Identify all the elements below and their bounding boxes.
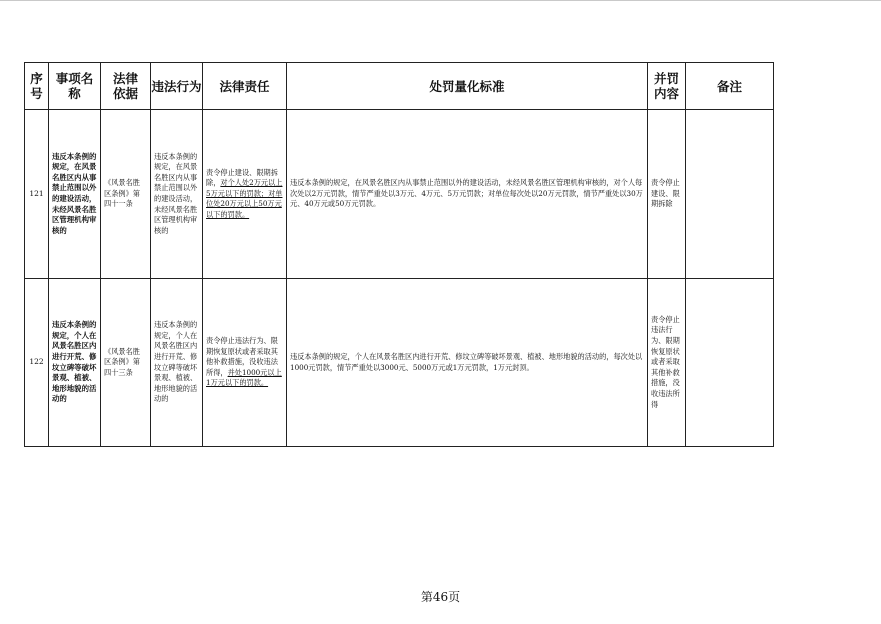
header-basis: 法律依据	[101, 63, 151, 110]
page-number: 第46页	[420, 590, 461, 604]
row-liability	[203, 279, 287, 447]
row-remark	[686, 279, 774, 447]
row-legal-basis: 《风景名胜区条例》第四十一条	[101, 110, 151, 279]
header-remark: 备注	[686, 63, 774, 110]
row-item-name: 违反本条例的规定，在风景名胜区内从事禁止范围以外的建设活动，未经风景名胜区管理机构审核的	[49, 110, 101, 279]
row-remark	[686, 110, 774, 279]
row-legal-basis: 《风景名胜区条例》第四十三条	[101, 279, 151, 447]
liability-text: 责令停止违法行为、限期恢复原状或者采取其他补救措施，没收违法所得，	[206, 336, 278, 377]
top-divider	[0, 0, 881, 1]
header-liability: 法律责任	[203, 63, 287, 110]
liability-text: 责令停止建设、限期拆除，	[206, 167, 278, 188]
liability-fine-text: 对个人处2万元以上5万元以下的罚款；对单位处20万元以上50万元以下的罚款。	[206, 178, 283, 219]
table-row	[25, 279, 774, 447]
header-no: 序号	[25, 63, 49, 110]
header-act: 违法行为	[151, 63, 203, 110]
row-no: 122	[25, 279, 49, 447]
table-header-row	[25, 63, 774, 110]
row-liability	[203, 110, 287, 279]
header-standard: 处罚量化标准	[287, 63, 648, 110]
header-name: 事项名称	[49, 63, 101, 110]
row-concurrent-penalty: 责令停止违法行为、限期恢复原状或者采取其他补救措施，没收违法所得	[648, 279, 686, 447]
row-concurrent-penalty: 责令停止建设、限期拆除	[648, 110, 686, 279]
penalty-table	[24, 62, 774, 447]
row-violation: 违反本条例的规定，在风景名胜区内从事禁止范围以外的建设活动，未经风景名胜区管理机构审核的	[151, 110, 203, 279]
table-row	[25, 110, 774, 279]
row-no: 121	[25, 110, 49, 279]
row-item-name: 违反本条例的规定，个人在风景名胜区内进行开荒、修坟立碑等破坏景观、植被、地形地貌的活动的	[49, 279, 101, 447]
liability-fine-text: 并处1000元以上1万元以下的罚款。	[206, 367, 282, 388]
row-quantified-standard: 违反本条例的规定，在风景名胜区内从事禁止范围以外的建设活动，未经风景名胜区管理机构审核的，对个人每次处以2万元罚款，情节严重处以3万元、4万元、5万元罚款；对单位每次处以20万元罚款，情节严重处以30万元、40万元或50万元罚款。	[287, 110, 648, 279]
row-violation: 违反本条例的规定，个人在风景名胜区内进行开荒、修坟立碑等破坏景观、植被、地形地貌的活动的	[151, 279, 203, 447]
row-quantified-standard: 违反本条例的规定，个人在风景名胜区内进行开荒、修坟立碑等破坏景观、植被、地形地貌的活动的，每次处以1000元罚款，情节严重处以3000元、5000万元或1万元罚款，1万元封顶。	[287, 279, 648, 447]
header-concurrent: 并罚内容	[648, 63, 686, 110]
